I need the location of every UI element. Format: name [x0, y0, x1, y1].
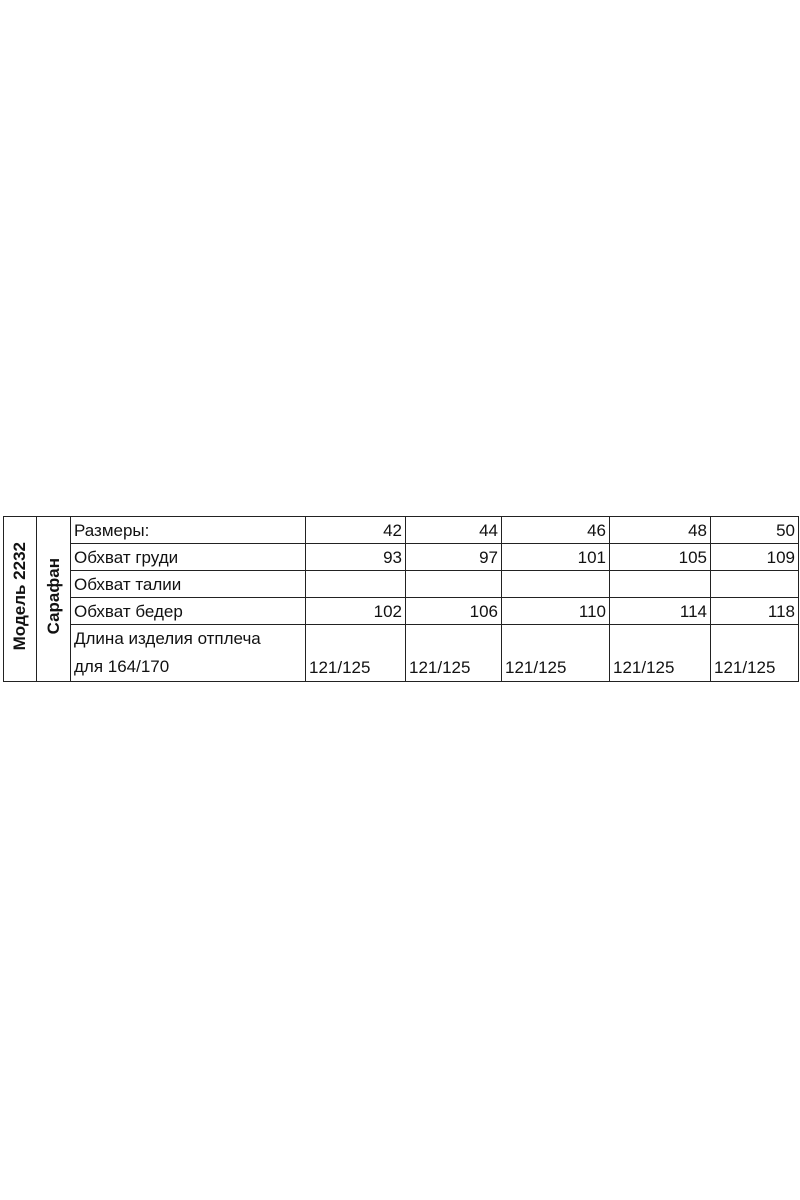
table-cell: [711, 571, 799, 598]
row-label-length: [71, 625, 306, 682]
table-cell: 50: [711, 517, 799, 544]
row-label-sizes: Размеры:: [71, 517, 306, 544]
product-label: Сарафан: [43, 558, 63, 635]
model-cell: [4, 517, 37, 682]
table-cell: 121/125: [711, 625, 799, 682]
row-label-length-line2: для 164/170: [74, 657, 170, 676]
row-label-hips: Обхват бедер: [71, 598, 306, 625]
table-cell: 121/125: [306, 625, 406, 682]
table-cell: 110: [502, 598, 610, 625]
table-cell: [610, 571, 711, 598]
table-cell: 48: [610, 517, 711, 544]
table-cell: 97: [406, 544, 502, 571]
table-cell: 42: [306, 517, 406, 544]
table-cell: 106: [406, 598, 502, 625]
table-cell: 121/125: [610, 625, 711, 682]
row-label-length-line1: Длина изделия отплеча: [74, 629, 261, 648]
table-row-length: [4, 625, 799, 682]
table-cell: 109: [711, 544, 799, 571]
row-label-waist: Обхват талии: [71, 571, 306, 598]
table-row-chest: [4, 544, 799, 571]
table-row-sizes: [4, 517, 799, 544]
table-cell: 114: [610, 598, 711, 625]
size-chart-table: [3, 516, 799, 682]
table-cell: 105: [610, 544, 711, 571]
product-cell: [37, 517, 71, 682]
row-label-chest: Обхват груди: [71, 544, 306, 571]
table-cell: 121/125: [502, 625, 610, 682]
table-cell: 44: [406, 517, 502, 544]
table-cell: [306, 571, 406, 598]
table-cell: 102: [306, 598, 406, 625]
table-cell: 93: [306, 544, 406, 571]
table-row-hips: [4, 598, 799, 625]
table-cell: 46: [502, 517, 610, 544]
table-cell: 118: [711, 598, 799, 625]
table-cell: 101: [502, 544, 610, 571]
table-cell: [502, 571, 610, 598]
table-cell: [406, 571, 502, 598]
table-cell: 121/125: [406, 625, 502, 682]
table-row-waist: [4, 571, 799, 598]
model-label: Модель 2232: [10, 542, 29, 651]
